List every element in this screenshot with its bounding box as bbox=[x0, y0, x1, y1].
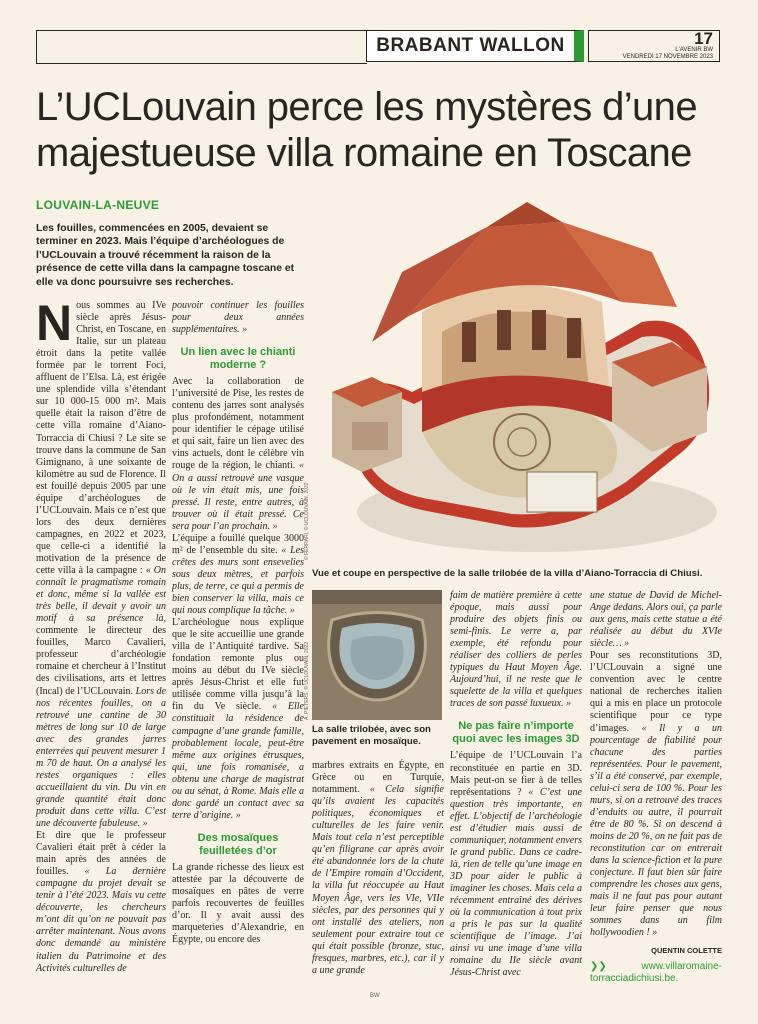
website-link[interactable] bbox=[590, 961, 722, 985]
mosaic-floor-photo bbox=[312, 590, 442, 720]
col4-paragraph-2: L’équipe de l’UCLouvain l’a reconstituée en partie en 3D. Mais peut-on se fier à de telles représentations ? bbox=[450, 750, 582, 798]
article-title: L’UCLouvain perce les mystères d’une majestueuse villa romaine en Toscane bbox=[36, 85, 697, 175]
col1-quote-2: Lors de nos récentes fouilles, on a retrouvé une cantine de 30 mètres de long sur 10 de large avec des grandes jarres enterrées qui peuvent mesurer 1 m 70 de haut. On a analysé les restes organiques : elles accueillaient du vin. Du vin en grande quantité était donc produit dans cette villa. C’est une découverte fabuleuse. » bbox=[36, 685, 166, 830]
section-title: BRABANT WALLON bbox=[366, 30, 584, 62]
col2-quote-1: « On a aussi retrouvé une vasque où le vin était mis, une fois pressé. Il reste, entre autres, à trouver où il était pressé. Ce sera pour l’an prochain. » bbox=[172, 460, 304, 532]
villa-3d-reconstruction-image bbox=[312, 192, 722, 562]
col3-quote-1: « Cela signifie qu’ils avaient les capacités politiques, économiques et culturelles de les faire venir. Mais tout cela n’est perceptible qu’en filigrane car après avoir été abandonnée lors de la chute de l’Empire romain d’Occident, la villa fut réoccupée au Haut Moyen Âge, vers les VIe, VIIe siècles, par des personnes qui y ont installé des ateliers, non seulement pour extraire tout ce qui était possible (bronze, stuc, fresques, marbres, etc.), car il y a une grande bbox=[312, 784, 444, 976]
col2-quote-3: « Elle constituait la résidence de campagne d’une grande famille, probablement locale, peut-être même aux origines étrusques, qui, une fois romanisée, a obtenu une charge de magistrat ou au sénat, à Rome. Mais elle a donc gardé un contact avec sa terre d’origine. » bbox=[172, 701, 304, 821]
arrow-icon: ❯❯ bbox=[590, 961, 607, 973]
column-4 bbox=[450, 590, 582, 979]
col1-text: ous sommes au IVe siècle après Jésus-Christ, en Toscane, en Italie, sur un plateau étroit dans la petite vallée formée par le torrent Foci, affluent de l’Elsa. Là, est érigée une splendide villa s’étendant sur 10 000-15 000 m². Mais quelle était la raison d’être de cette villa romaine d’Aiano-Torraccia di Chiusi ? Le site se trouve dans la commune de San Gimignano, à une soixante de kilomètre au sud de Florence. Il est fouillé depuis 2005 par une équipe d’archéologues de l’UCLouvain. Mais ce n’est que lors des deux dernières campagnes, en 2022 et 2023, que celle-ci a identifié la motivation de la présence de cette villa à la campagne : « bbox=[36, 300, 166, 577]
subheading-mosaiques: Des mosaïques feuilletées d’or bbox=[197, 831, 279, 857]
website-link-text[interactable]: villaromaine-torracciadichiusi.be. bbox=[590, 961, 722, 985]
col2-paragraph-4: L’archéologue nous explique que le site accueillie une grande villa de l’Antiquité tardive. Sa fondation remonte plus ou moins au début du IVe siècle après Jésus-Christ et elle fut utilisée comme villa jusqu’à la fin du Ve siècle. bbox=[172, 617, 304, 713]
page-info bbox=[588, 30, 720, 62]
subheading-images-3d: Ne pas faire n’importe quoi avec les images 3D bbox=[452, 720, 580, 746]
website-link-prefix: www. bbox=[641, 961, 666, 973]
col5-quote-1: une statue de David de Michel-Ange dedans. Alors oui, ça parle aux gens, mais cette statue a été réalisée au début du XVIe siècle… » bbox=[590, 590, 722, 650]
column-3 bbox=[312, 760, 444, 977]
column-1 bbox=[36, 295, 166, 975]
author-signature: QUENTIN COLETTE bbox=[651, 946, 722, 956]
col2-paragraph-5: La grande richesse des lieux est attestée par la découverte de mosaïques en pâtes de verre parfois recouvertes de feuilles d’or. Il y avait aussi des marqueteries d’Alexandrie, en Égypte, ou encore des bbox=[172, 861, 304, 946]
col4-quote-1: faim de matière première à cette époque, mais aussi pour produire des objets finis ou semi-finis. Le verre a, par exemple, été refondu pour réaliser des colliers de perles typiques du Haut Moyen Âge. Aujourd’hui, il ne reste que le squelette de la villa et quelques traces de son passé luxueux. » bbox=[450, 590, 582, 710]
photo-credit-big: © FERRARI, © UCLOUVAIN, 2022 bbox=[304, 482, 310, 560]
article-location: LOUVAIN-LA-NEUVE bbox=[36, 198, 160, 212]
col1-quote-3: « La dernière campagne du projet devait se tenir à l’été 2023. Mais vu cette découverte, les chercheurs m’ont dit qu’on ne pouvait pas arrêter maintenant. Nous avons donc demandé au ministère italien du Patrimoine et des Activités culturelles de bbox=[36, 866, 166, 974]
column-5 bbox=[590, 590, 722, 985]
col3-paragraph-1: marbres extraits en Égypte, en Grèce ou en Turquie, notamment. bbox=[312, 760, 444, 796]
col1-quote: On connaît le pragmatisme romain et donc, même si la vallée est très belle, il devait y avoir un motif à sa présence là, bbox=[36, 565, 166, 625]
photo-credit-small: A. PIETERS, © UCLOUVAIN, 2022 bbox=[304, 641, 310, 720]
col5-quote-2: « Il y a un pourcentage de fiabilité pour chacune des parties représentées. Pour le pavement, s’il a été conservé, par exemple, celui-ci sera de 100 %. Pour les murs, si on a retrouvé des traces d’enduits ou autre, il pourrait être de 80 %. Si on descend à moins de 20 %, on ne fait pas de reconstitution car on entrerait dans la science-fiction et la pure conjecture. Il faut bien sûr faire comprendre les choses aux gens, mais il ne faut pas pour autant leur faire penser que nous sommes dans un film hollywoodien ! » bbox=[590, 722, 723, 939]
header-rule bbox=[36, 30, 367, 64]
page-number: 17 bbox=[694, 29, 713, 48]
column-2 bbox=[172, 300, 304, 946]
col5-paragraph-2: Pour ses reconstitutions 3D, l’UCLouvain a signé une convention avec le centre national de recherches italien qui a mis en place un protocole scientifique pour ce type d’images. bbox=[590, 650, 722, 734]
article-lede: Les fouilles, commencées en 2005, devaient se terminer en 2023. Mais l’équipe d’archéologues de l’UCLouvain a trouvé récemment la raison de la présence de cette villa dans la campagne toscane et elle va donc poursuivre ses recherches. bbox=[36, 223, 295, 288]
col1-text-end: commente le directeur des fouilles, Marco Cavalieri, professeur d’archéologie romaine et chercheur à l’Institut des civilisations, arts et lettres (Incal) de l’UCLouvain. bbox=[36, 625, 166, 697]
caption-big-image: Vue et coupe en perspective de la salle trilobée de la villa d’Aiano-Torraccia di Chiusi. bbox=[312, 568, 703, 579]
drop-cap: N bbox=[36, 295, 73, 351]
caption-small-image: La salle trilobée, avec son pavement en mosaïque. bbox=[312, 724, 431, 747]
col2-quote-2: « Les crêtes des murs sont ensevelies sous deux mètres, et parfois plus, de terre, ce qui a permis de bien conserver la villa, mais ce qui nous complique la tâche. » bbox=[172, 544, 304, 617]
col2-paragraph-1: Avec la collaboration de l’université de Pise, les restes de contenu des jarres sont analysés plus profondément, notamment pour identifier le cépage utilisé et qui sait, faire un lien avec des vins actuels, dont le célèbre vin rouge de la région, le chianti. bbox=[172, 376, 304, 472]
col2-paragraph-3: L’équipe a fouillé quelque 3000 m² de l’ensemble du site. bbox=[172, 532, 304, 556]
col4-quote-2: « C’est une question très importante, en effet. L’objectif de l’archéologie est d’étudier mais aussi de communiquer, notamment envers le grand public. Dans ce cadre-là, rien de telle qu’une image en 3D pour aider le public à imaginer les choses. Mais cela a récemment entraîné des dérives où la communication à tout prix a pris le pas sur la qualité scientifique de l’image. J’ai ainsi vu une image d’une villa romaine du IIe siècle avant Jésus-Christ avec bbox=[450, 786, 582, 979]
publication-date: VENDREDI 17 NOVEMBRE 2023 bbox=[622, 54, 713, 60]
col2-quote-0: pouvoir continuer les fouilles pour deux années supplémentaires. » bbox=[172, 300, 304, 336]
footer-mark: BW bbox=[370, 993, 380, 999]
publication-name: L'AVENIR BW bbox=[675, 47, 713, 53]
col1-paragraph-2: Et dire que le professeur Cavalieri était prêt à céder la main après des années de fouilles. bbox=[36, 830, 166, 878]
subheading-chianti: Un lien avec le chianti moderne ? bbox=[180, 346, 296, 372]
